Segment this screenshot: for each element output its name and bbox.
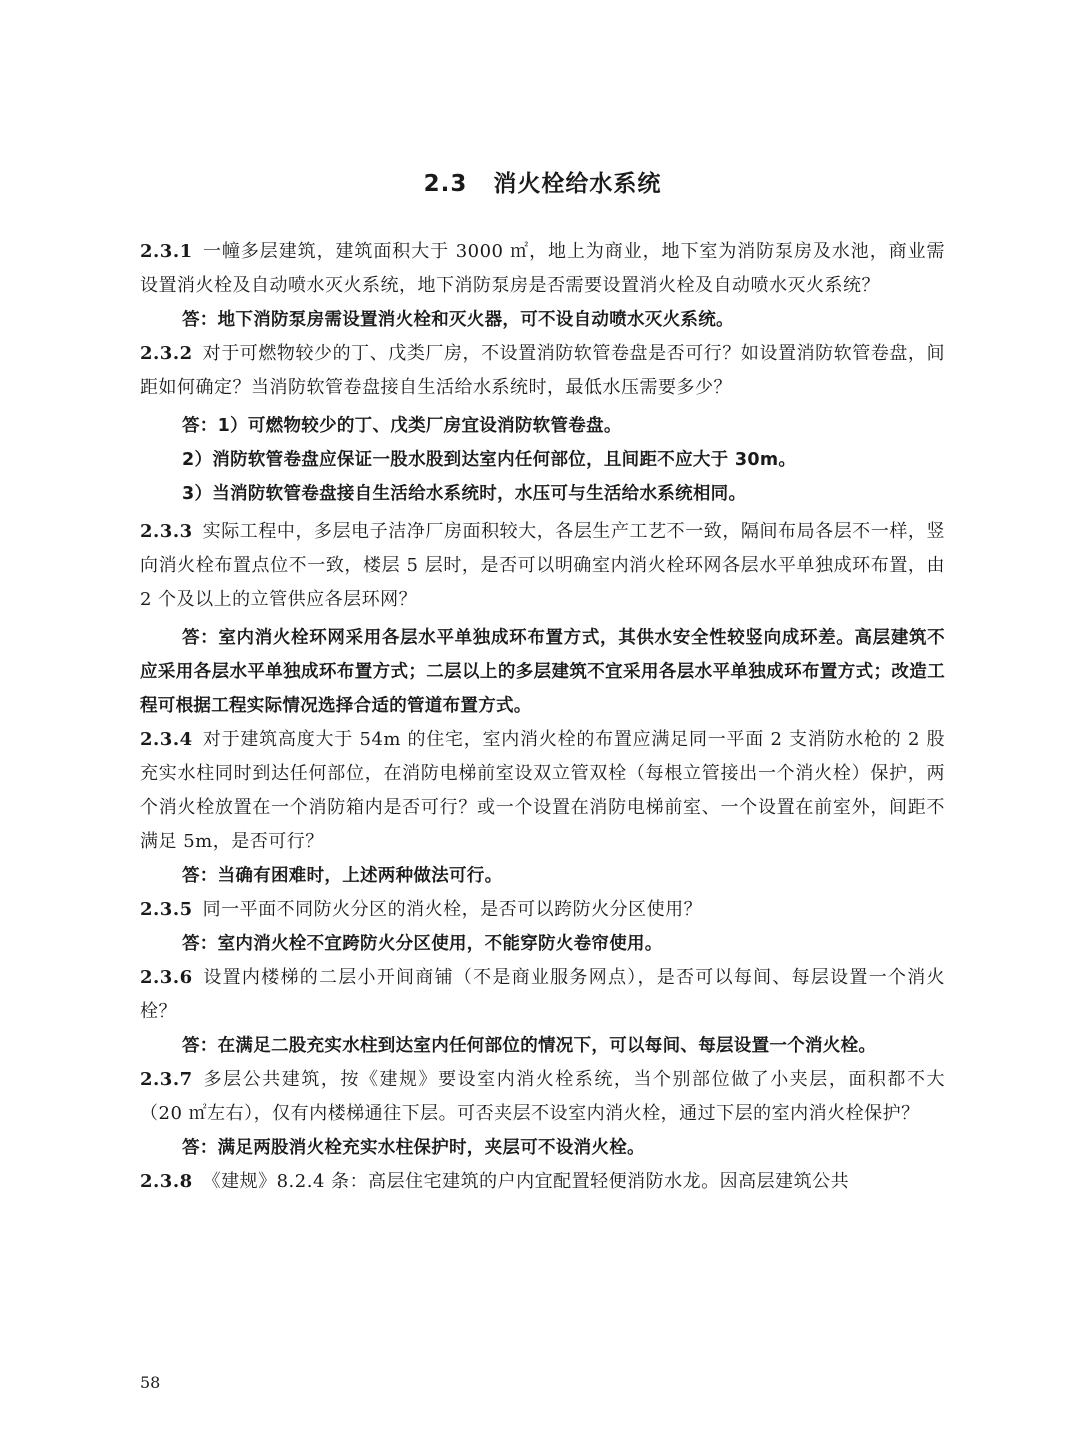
answer-2-3-3: 答：室内消火栓环网采用各层水平单独成环布置方式，其供水安全性较竖向成环差。高层建筑不应采用各层水平单独成环布置方式；二层以上的多层建筑不宜采用各层水平单独成环布置方式；改造工程可根据工程实际情况选择合适的管道布置方式。: [140, 628, 945, 716]
question-number: 2.3.4: [140, 729, 193, 750]
section-title-text: 消火栓给水系统: [493, 171, 662, 197]
answer-2-3-5: 答：室内消火栓不宜跨防火分区使用，不能穿防火卷帘使用。: [182, 934, 663, 954]
question-number: 2.3.5: [140, 899, 193, 920]
question-number: 2.3.3: [140, 521, 193, 542]
answer-2-3-2-line-1: 答：1）可燃物较少的丁、戊类厂房宜设消防软管卷盘。: [182, 416, 622, 436]
answer-2-3-2-line-3: 3）当消防软管卷盘接自生活给水系统时，水压可与生活给水系统相同。: [182, 484, 747, 504]
question-2-3-8: [140, 1165, 945, 1199]
question-number: 2.3.2: [140, 343, 193, 364]
question-text: 对于可燃物较少的丁、戊类厂房，不设置消防软管卷盘是否可行？如设置消防软管卷盘，间距如何确定？当消防软管卷盘接自生活给水系统时，最低水压需要多少？: [140, 343, 945, 398]
question-number: 2.3.7: [140, 1069, 193, 1090]
answer-2-3-6: 答：在满足二股充实水柱到达室内任何部位的情况下，可以每间、每层设置一个消火栓。: [182, 1036, 877, 1056]
answer-2-3-4: 答：当确有困难时，上述两种做法可行。: [182, 866, 503, 886]
answer-2-3-7: 答：满足两股消火栓充实水柱保护时，夹层可不设消火栓。: [182, 1138, 645, 1158]
section-title: [140, 168, 945, 200]
question-text: 对于建筑高度大于 54m 的住宅，室内消火栓的布置应满足同一平面 2 支消防水枪的 2 股充实水柱同时到达任何部位，在消防电梯前室设双立管双栓（每根立管接出一个消火栓）保护，两个消火栓放置在一个消防箱内是否可行？或一个设置在消防电梯前室、一个设置在前室外，间距不满足 5m，是否可行？: [140, 729, 945, 852]
question-text: 《建规》8.2.4 条：高层住宅建筑的户内宜配置轻便消防水龙。因高层建筑公共: [202, 1171, 850, 1192]
question-text: 同一平面不同防火分区的消火栓，是否可以跨防火分区使用？: [202, 899, 703, 920]
answer-2-3-2-line-2: 2）消防软管卷盘应保证一股水股到达室内任何部位，且间距不应大于 30m。: [182, 450, 797, 470]
qa-list: [140, 235, 945, 1199]
document-page: [140, 0, 945, 1441]
question-2-3-1: [140, 235, 945, 303]
page-number: 58: [140, 1373, 161, 1392]
question-2-3-3: [140, 515, 945, 617]
question-number: 2.3.1: [140, 241, 193, 262]
question-text: 多层公共建筑，按《建规》要设室内消火栓系统，当个别部位做了小夹层，面积都不大（20 ㎡左右），仅有内楼梯通往下层。可否夹层不设室内消火栓，通过下层的室内消火栓保护？: [140, 1069, 945, 1124]
question-2-3-7: [140, 1063, 945, 1131]
question-2-3-6: [140, 961, 945, 1029]
question-2-3-2: [140, 337, 945, 405]
question-number: 2.3.8: [140, 1171, 193, 1192]
question-2-3-4: [140, 723, 945, 859]
answer-2-3-1: 答：地下消防泵房需设置消火栓和灭火器，可不设自动喷水灭火系统。: [182, 310, 734, 330]
question-text: 实际工程中，多层电子洁净厂房面积较大，各层生产工艺不一致，隔间布局各层不一样，竖向消火栓布置点位不一致，楼层 5 层时，是否可以明确室内消火栓环网各层水平单独成环布置，由 2 个及以上的立管供应各层环网？: [140, 521, 945, 610]
question-number: 2.3.6: [140, 967, 193, 988]
question-text: 设置内楼梯的二层小开间商铺（不是商业服务网点），是否可以每间、每层设置一个消火栓？: [140, 967, 945, 1022]
question-text: 一幢多层建筑，建筑面积大于 3000 ㎡，地上为商业，地下室为消防泵房及水池，商业需设置消火栓及自动喷水灭火系统，地下消防泵房是否需要设置消火栓及自动喷水灭火系统？: [140, 241, 945, 296]
question-2-3-5: [140, 893, 945, 927]
section-number: 2.3: [423, 171, 468, 197]
